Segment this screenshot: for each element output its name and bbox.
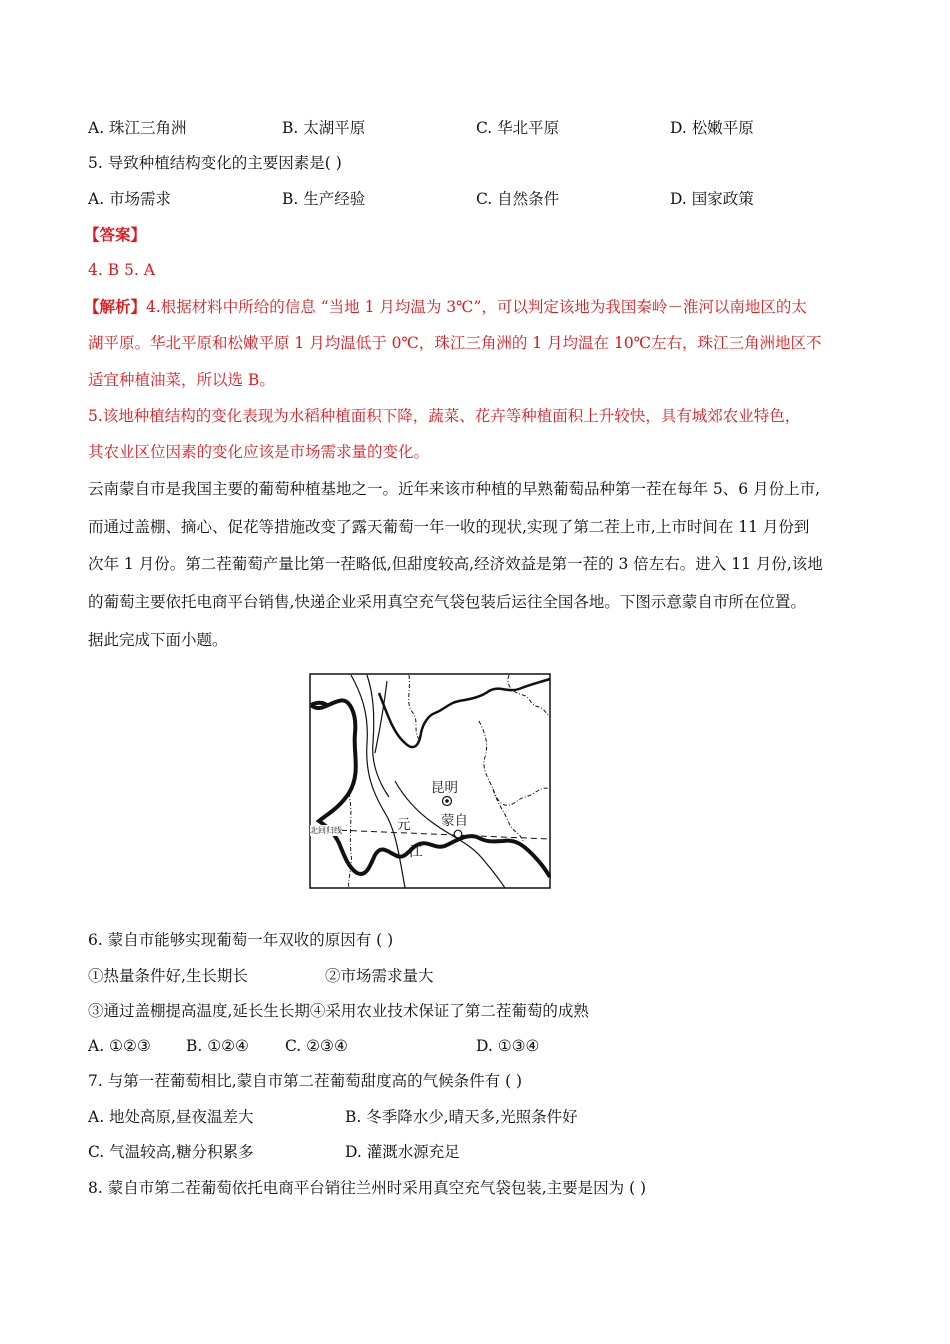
q6-item-1: ①热量条件好,生长期长 [88, 967, 248, 985]
q4-option-c[interactable]: C. 华北平原 [476, 119, 560, 137]
mengzi-marker-icon [454, 830, 462, 838]
q7-stem: 7. 与第一茬葡萄相比,蒙自市第二茬葡萄甜度高的气候条件有 ( ) [88, 1072, 523, 1090]
q7-option-b[interactable]: B. 冬季降水少,晴天多,光照条件好 [345, 1108, 578, 1126]
q7-option-c[interactable]: C. 气温较高,糖分积累多 [88, 1143, 254, 1161]
q7-option-a[interactable]: A. 地处高原,昼夜温差大 [88, 1108, 254, 1126]
q6-option-c[interactable]: C. ②③④ [285, 1037, 348, 1055]
analysis-line-1: 【解析】4.根据材料中所给的信息 “当地 1 月均温为 3℃”，可以判定该地为我国秦岭－淮河以南地区的太 [84, 297, 807, 316]
answer-heading: 【答案】 [84, 225, 147, 244]
q6-item-2: ②市场需求量大 [325, 967, 434, 985]
q4-option-b[interactable]: B. 太湖平原 [282, 119, 366, 137]
label-mengzi: 蒙自 [441, 813, 468, 829]
q6-stem: 6. 蒙自市能够实现葡萄一年双收的原因有 ( ) [88, 931, 394, 949]
label-kunming: 昆明 [431, 780, 458, 796]
q7-option-d[interactable]: D. 灌溉水源充足 [345, 1143, 460, 1161]
label-tropic-of-cancer: 北回归线 [310, 826, 342, 835]
label-yuan: 元 [397, 817, 411, 833]
mengzi-location-map [309, 673, 551, 889]
passage-line-3: 次年 1 月份。第二茬葡萄产量比第一茬略低,但甜度较高,经济效益是第一茬的 3 倍左右。进入 11 月份,该地 [88, 555, 823, 573]
map-drawing [309, 673, 551, 889]
analysis-heading: 【解析】 [84, 297, 147, 316]
passage-line-2: 而通过盖棚、摘心、促花等措施改变了露天葡萄一年一收的现状,实现了第二茬上市,上市时间在 11 月份到 [88, 518, 810, 536]
q5-option-a[interactable]: A. 市场需求 [88, 190, 172, 208]
q5-option-d[interactable]: D. 国家政策 [670, 190, 754, 208]
q5-option-c[interactable]: C. 自然条件 [476, 190, 560, 208]
passage-line-1: 云南蒙自市是我国主要的葡萄种植基地之一。近年来该市种植的早熟葡萄品种第一茬在每年 5、6 月份上市, [88, 480, 821, 498]
analysis-line-5: 其农业区位因素的变化应该是市场需求量的变化。 [88, 443, 430, 461]
q8-stem: 8. 蒙自市第二茬葡萄依托电商平台销往兰州时采用真空充气袋包装,主要是因为 ( ) [88, 1179, 647, 1197]
q4-option-a[interactable]: A. 珠江三角洲 [88, 119, 187, 137]
q5-stem: 5. 导致种植结构变化的主要因素是( ) [88, 154, 342, 172]
label-jiang: 江 [409, 844, 423, 860]
q6-item-3-4: ③通过盖棚提高温度,延长生长期④采用农业技术保证了第二茬葡萄的成熟 [88, 1002, 589, 1020]
passage-line-4: 的葡萄主要依托电商平台销售,快递企业采用真空充气袋包装后运往全国各地。下图示意蒙自市所在位置。 [88, 593, 806, 611]
q6-option-a[interactable]: A. ①②③ [88, 1037, 151, 1055]
q4-option-d[interactable]: D. 松嫩平原 [670, 119, 754, 137]
analysis-line-4: 5.该地种植结构的变化表现为水稻种植面积下降，蔬菜、花卉等种植面积上升较快，具有城郊农业特色， [88, 407, 801, 425]
passage-line-5: 据此完成下面小题。 [88, 631, 228, 649]
q5-option-b[interactable]: B. 生产经验 [282, 190, 366, 208]
analysis-line-2: 湖平原。华北平原和松嫩平原 1 月均温低于 0℃，珠江三角洲的 1 月均温在 10℃左右，珠江三角洲地区不 [88, 334, 822, 352]
analysis-line-3: 适宜种植油菜，所以选 B。 [88, 371, 275, 389]
q6-option-b[interactable]: B. ①②④ [186, 1037, 249, 1055]
q6-option-d[interactable]: D. ①③④ [476, 1037, 540, 1055]
answer-text: 4. B 5. A [88, 261, 155, 279]
